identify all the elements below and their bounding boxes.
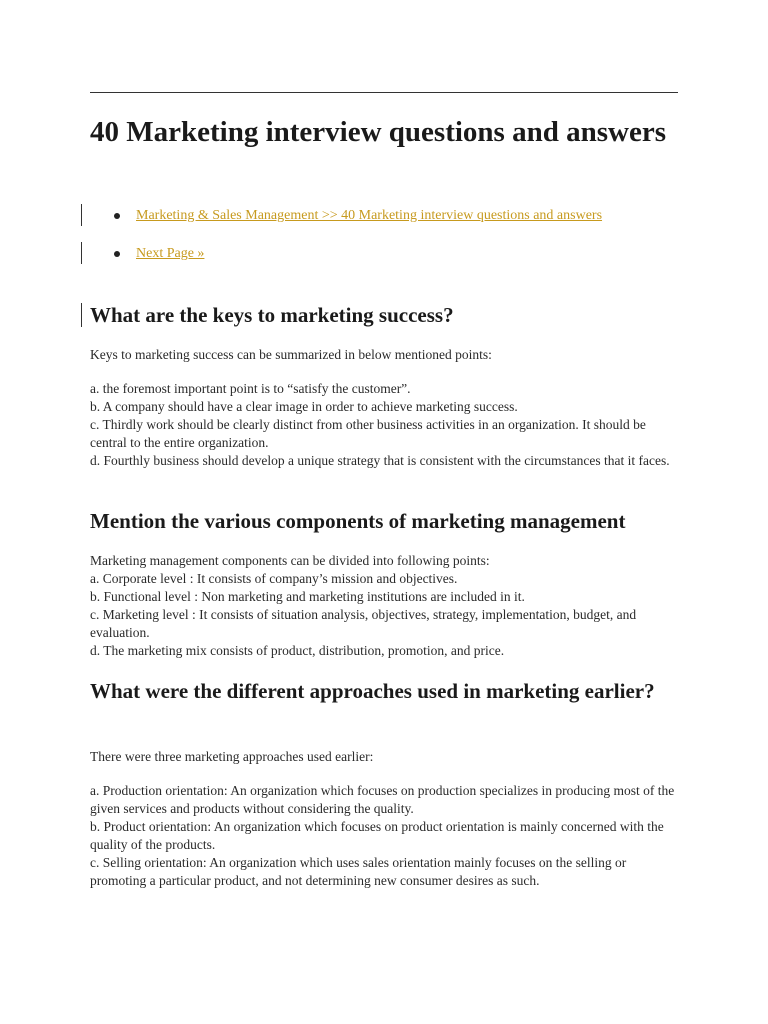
section-body: [90, 552, 678, 660]
section-heading: What were the different approaches used in marketing earlier?: [90, 679, 655, 703]
top-divider: [90, 92, 678, 93]
next-page-link[interactable]: Next Page »: [136, 246, 205, 261]
section-point: c. Thirdly work should be clearly distinct from other business activities in an organization. It should be central to the entire organization.: [90, 417, 646, 450]
section-point: b. Product orientation: An organization which focuses on product orientation is mainly concerned with the quality of the products.: [90, 819, 664, 852]
section-point: b. A company should have a clear image in order to achieve marketing success.: [90, 399, 518, 414]
left-margin-bar: [81, 242, 82, 264]
section-point: a. Corporate level : It consists of company’s mission and objectives.: [90, 571, 458, 586]
section-point: a. Production orientation: An organization which focuses on production specializes in producing most of the given services and products without considering the quality.: [90, 783, 675, 816]
section-point: c. Marketing level : It consists of situation analysis, objectives, strategy, implementation, budget, and evaluation.: [90, 607, 637, 640]
section-heading: Mention the various components of marketing management: [90, 509, 626, 533]
section-body: [90, 748, 678, 890]
section-point: d. The marketing mix consists of product, distribution, promotion, and price.: [90, 643, 505, 658]
left-margin-bar: [81, 204, 82, 226]
left-margin-bar: [81, 303, 82, 327]
section-point: c. Selling orientation: An organization which uses sales orientation mainly focuses on the selling or promoting a particular product, and not determining new consumer desires as such.: [90, 855, 627, 888]
page-title: 40 Marketing interview questions and answers: [90, 116, 666, 148]
section-intro: Marketing management components can be divided into following points:: [90, 553, 490, 568]
bullet-icon: [114, 251, 120, 257]
nav-links: [90, 204, 678, 280]
section-intro: There were three marketing approaches used earlier:: [90, 749, 374, 764]
breadcrumb-link[interactable]: Marketing & Sales Management >> 40 Marketing interview questions and answers: [136, 208, 603, 223]
section-heading: What are the keys to marketing success?: [90, 303, 454, 327]
section-point: b. Functional level : Non marketing and marketing institutions are included in it.: [90, 589, 525, 604]
nav-item-next-page: [90, 242, 678, 280]
section-intro: Keys to marketing success can be summarized in below mentioned points:: [90, 347, 492, 362]
section-point: d. Fourthly business should develop a unique strategy that is consistent with the circumstances that it faces.: [90, 453, 670, 468]
nav-item-breadcrumb: [90, 204, 678, 242]
bullet-icon: [114, 213, 120, 219]
section-body: [90, 346, 678, 470]
section-point: a. the foremost important point is to “satisfy the customer”.: [90, 381, 411, 396]
